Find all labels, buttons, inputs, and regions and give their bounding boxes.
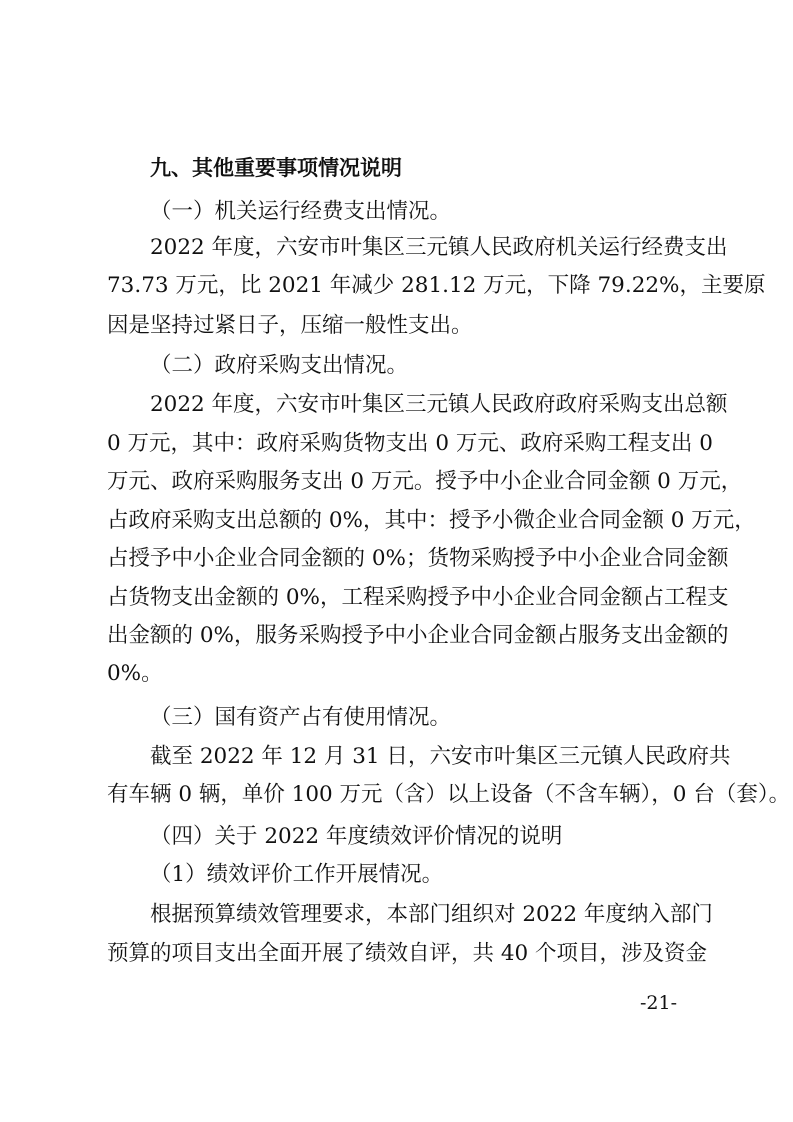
paragraph-line: 预算的项目支出全面开展了绩效自评，共 40 个项目，涉及资金: [107, 941, 708, 966]
subheading-assets: （三）国有资产占有使用情况。: [150, 705, 452, 730]
subheading-procurement: （二）政府采购支出情况。: [150, 353, 409, 378]
paragraph-line: 占政府采购支出总额的 0%，其中：授予小微企业合同金额 0 万元，: [107, 508, 756, 533]
section-heading: 九、其他重要事项情况说明: [150, 156, 402, 180]
paragraph-line: 万元、政府采购服务支出 0 万元。授予中小企业合同金额 0 万元，: [107, 469, 743, 494]
subheading-operating-expenses: （一）机关运行经费支出情况。: [150, 199, 452, 224]
paragraph-line: 有车辆 0 辆，单价 100 万元（含）以上设备（不含车辆），0 台（套）。: [107, 782, 791, 807]
paragraph-line: 因是坚持过紧日子，压缩一般性支出。: [107, 313, 473, 338]
paragraph-line: 根据预算绩效管理要求，本部门组织对 2022 年度纳入部门: [150, 902, 713, 927]
paragraph-line: 0 万元，其中：政府采购货物支出 0 万元、政府采购工程支出 0: [107, 431, 713, 456]
paragraph-line: 2022 年度，六安市叶集区三元镇人民政府政府采购支出总额: [150, 392, 728, 417]
paragraph-line: 2022 年度，六安市叶集区三元镇人民政府机关运行经费支出: [150, 235, 728, 260]
paragraph-line: 出金额的 0%，服务采购授予中小企业合同金额占服务支出金额的: [107, 623, 729, 648]
subheading-performance: （四）关于 2022 年度绩效评价情况的说明: [150, 824, 563, 849]
page-number: -21-: [640, 992, 678, 1014]
paragraph-line: 占货物支出金额的 0%，工程采购授予中小企业合同金额占工程支: [107, 585, 729, 610]
paragraph-line: 0%。: [107, 661, 163, 686]
paragraph-line: 占授予中小企业合同金额的 0%；货物采购授予中小企业合同金额: [107, 546, 729, 571]
paragraph-line: 截至 2022 年 12 月 31 日，六安市叶集区三元镇人民政府共: [150, 744, 731, 769]
paragraph-line: 73.73 万元，比 2021 年减少 281.12 万元，下降 79.22%，主要原: [107, 273, 766, 298]
subheading-performance-work: （1）绩效评价工作开展情况。: [150, 862, 444, 887]
